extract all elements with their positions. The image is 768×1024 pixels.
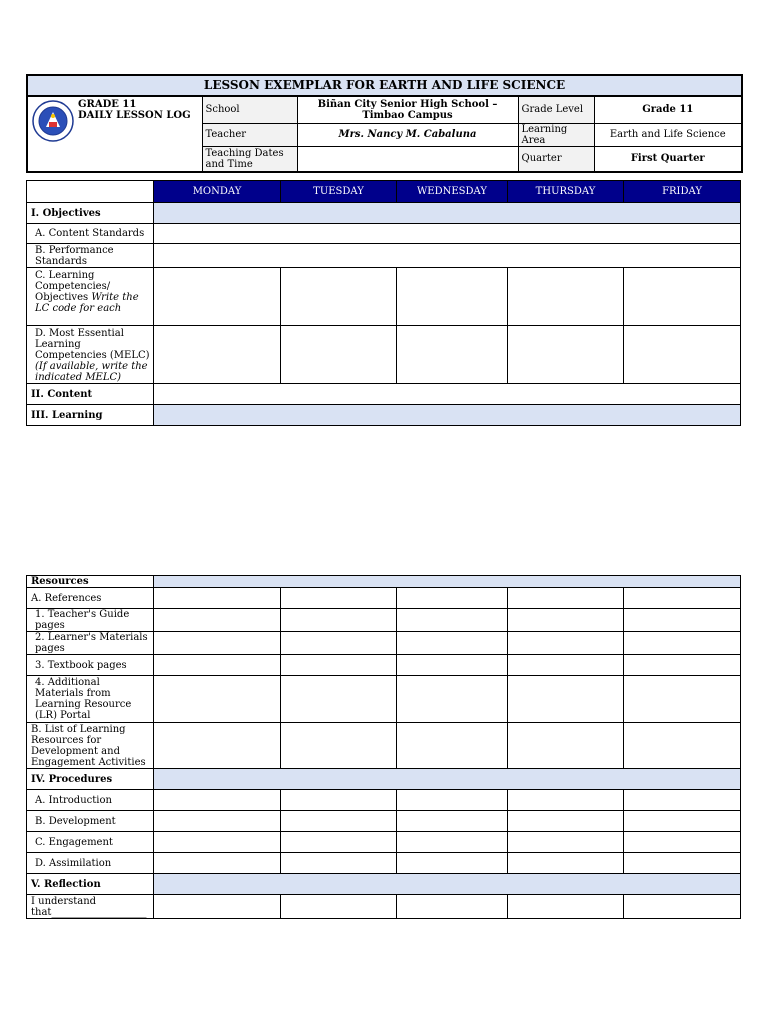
quarter-label: Quarter [518, 146, 594, 172]
additional-tuesday-cell[interactable] [281, 676, 397, 723]
lesson-header-table [26, 74, 743, 173]
textbook-monday-cell[interactable] [154, 655, 281, 676]
references-label: A. References [27, 588, 154, 609]
lm-friday-cell[interactable] [624, 632, 741, 655]
learning-area-label: Learning Area [518, 123, 594, 146]
content-heading: II. Content [27, 384, 154, 405]
teachers-guide-label: 1. Teacher's Guide pages [27, 609, 154, 632]
procedures-band [154, 769, 741, 790]
grade-level-value: Grade 11 [594, 96, 742, 123]
lc-thursday-cell[interactable] [508, 268, 624, 326]
melc-tuesday-cell[interactable] [281, 326, 397, 384]
eng-thursday-cell[interactable] [508, 832, 624, 853]
additional-friday-cell[interactable] [624, 676, 741, 723]
content-standards-cell[interactable] [154, 224, 741, 244]
learning-competencies-label [27, 268, 154, 326]
eng-tuesday-cell[interactable] [281, 832, 397, 853]
additional-monday-cell[interactable] [154, 676, 281, 723]
reflection-band [154, 874, 741, 895]
learning-competencies-note: Write the LC code for each [35, 292, 139, 314]
performance-standards-cell[interactable] [154, 244, 741, 268]
eng-wednesday-cell[interactable] [397, 832, 508, 853]
melc-label [27, 326, 154, 384]
list-friday-cell[interactable] [624, 723, 741, 769]
learning-band [154, 405, 741, 426]
learners-materials-label: 2. Learner's Materials pages [27, 632, 154, 655]
corner-cell [27, 181, 154, 203]
learning-competencies-text: C. Learning Competencies/ Objectives [35, 270, 111, 303]
day-header-tuesday: TUESDAY [281, 181, 397, 203]
dates-value[interactable] [297, 146, 518, 172]
content-standards-label: A. Content Standards [27, 224, 154, 244]
objectives-heading: I. Objectives [27, 203, 154, 224]
eng-friday-cell[interactable] [624, 832, 741, 853]
resources-band [154, 576, 741, 588]
textbook-friday-cell[interactable] [624, 655, 741, 676]
melc-monday-cell[interactable] [154, 326, 281, 384]
learning-heading: III. Learning [27, 405, 154, 426]
additional-materials-label: 4. Additional Materials from Learning Resource (LR) Portal [27, 676, 154, 723]
lc-wednesday-cell[interactable] [397, 268, 508, 326]
dates-label: Teaching Dates and Time [202, 146, 297, 172]
teacher-value: Mrs. Nancy M. Cabaluna [297, 123, 518, 146]
references-wednesday-cell[interactable] [397, 588, 508, 609]
tg-friday-cell[interactable] [624, 609, 741, 632]
assim-wednesday-cell[interactable] [397, 853, 508, 874]
assim-friday-cell[interactable] [624, 853, 741, 874]
references-monday-cell[interactable] [154, 588, 281, 609]
melc-note: (If available, write the indicated MELC) [35, 361, 148, 383]
tg-monday-cell[interactable] [154, 609, 281, 632]
lc-monday-cell[interactable] [154, 268, 281, 326]
assim-tuesday-cell[interactable] [281, 853, 397, 874]
i-understand-label: I understand that___________________ [27, 895, 154, 919]
assim-thursday-cell[interactable] [508, 853, 624, 874]
intro-tuesday-cell[interactable] [281, 790, 397, 811]
melc-thursday-cell[interactable] [508, 326, 624, 384]
assimilation-label: D. Assimilation [27, 853, 154, 874]
resources-heading: Resources [27, 576, 154, 588]
lm-tuesday-cell[interactable] [281, 632, 397, 655]
melc-text: D. Most Essential Learning Competencies (MELC) [35, 328, 150, 361]
textbook-thursday-cell[interactable] [508, 655, 624, 676]
list-wednesday-cell[interactable] [397, 723, 508, 769]
deped-seal-icon [30, 100, 75, 142]
textbook-tuesday-cell[interactable] [281, 655, 397, 676]
dev-thursday-cell[interactable] [508, 811, 624, 832]
performance-standards-label: B. Performance Standards [27, 244, 154, 268]
day-header-thursday: THURSDAY [508, 181, 624, 203]
deped-seal-cell [27, 96, 75, 172]
intro-thursday-cell[interactable] [508, 790, 624, 811]
procedures-heading: IV. Procedures [27, 769, 154, 790]
tg-tuesday-cell[interactable] [281, 609, 397, 632]
grade-level-label: Grade Level [518, 96, 594, 123]
eng-monday-cell[interactable] [154, 832, 281, 853]
list-tuesday-cell[interactable] [281, 723, 397, 769]
references-tuesday-cell[interactable] [281, 588, 397, 609]
introduction-label: A. Introduction [27, 790, 154, 811]
dev-monday-cell[interactable] [154, 811, 281, 832]
teacher-label: Teacher [202, 123, 297, 146]
day-header-friday: FRIDAY [624, 181, 741, 203]
melc-wednesday-cell[interactable] [397, 326, 508, 384]
development-label: B. Development [27, 811, 154, 832]
school-value: Biñan City Senior High School – Timbao Campus [297, 96, 518, 123]
understand-friday-cell[interactable] [624, 895, 741, 919]
understand-thursday-cell[interactable] [508, 895, 624, 919]
references-thursday-cell[interactable] [508, 588, 624, 609]
lc-friday-cell[interactable] [624, 268, 741, 326]
lc-tuesday-cell[interactable] [281, 268, 397, 326]
dev-wednesday-cell[interactable] [397, 811, 508, 832]
tg-thursday-cell[interactable] [508, 609, 624, 632]
objectives-band [154, 203, 741, 224]
grade-log-cell [75, 96, 202, 172]
additional-wednesday-cell[interactable] [397, 676, 508, 723]
content-cell[interactable] [154, 384, 741, 405]
objectives-table [26, 180, 741, 426]
intro-monday-cell[interactable] [154, 790, 281, 811]
engagement-label: C. Engagement [27, 832, 154, 853]
intro-friday-cell[interactable] [624, 790, 741, 811]
intro-wednesday-cell[interactable] [397, 790, 508, 811]
dev-tuesday-cell[interactable] [281, 811, 397, 832]
lm-wednesday-cell[interactable] [397, 632, 508, 655]
textbook-pages-label: 3. Textbook pages [27, 655, 154, 676]
log-line: DAILY LESSON LOG [78, 110, 191, 121]
assim-monday-cell[interactable] [154, 853, 281, 874]
textbook-wednesday-cell[interactable] [397, 655, 508, 676]
additional-thursday-cell[interactable] [508, 676, 624, 723]
lm-monday-cell[interactable] [154, 632, 281, 655]
day-header-wednesday: WEDNESDAY [397, 181, 508, 203]
school-label: School [202, 96, 297, 123]
lm-thursday-cell[interactable] [508, 632, 624, 655]
melc-friday-cell[interactable] [624, 326, 741, 384]
understand-monday-cell[interactable] [154, 895, 281, 919]
list-resources-label: B. List of Learning Resources for Development and Engagement Activities [27, 723, 154, 769]
understand-tuesday-cell[interactable] [281, 895, 397, 919]
dev-friday-cell[interactable] [624, 811, 741, 832]
day-header-monday: MONDAY [154, 181, 281, 203]
learning-area-value: Earth and Life Science [594, 123, 742, 146]
references-friday-cell[interactable] [624, 588, 741, 609]
tg-wednesday-cell[interactable] [397, 609, 508, 632]
list-monday-cell[interactable] [154, 723, 281, 769]
lesson-title: LESSON EXEMPLAR FOR EARTH AND LIFE SCIENCE [27, 75, 742, 96]
quarter-value: First Quarter [594, 146, 742, 172]
resources-table [26, 575, 741, 919]
understand-wednesday-cell[interactable] [397, 895, 508, 919]
list-thursday-cell[interactable] [508, 723, 624, 769]
grade-line: GRADE 11 [78, 99, 137, 110]
reflection-heading: V. Reflection [27, 874, 154, 895]
